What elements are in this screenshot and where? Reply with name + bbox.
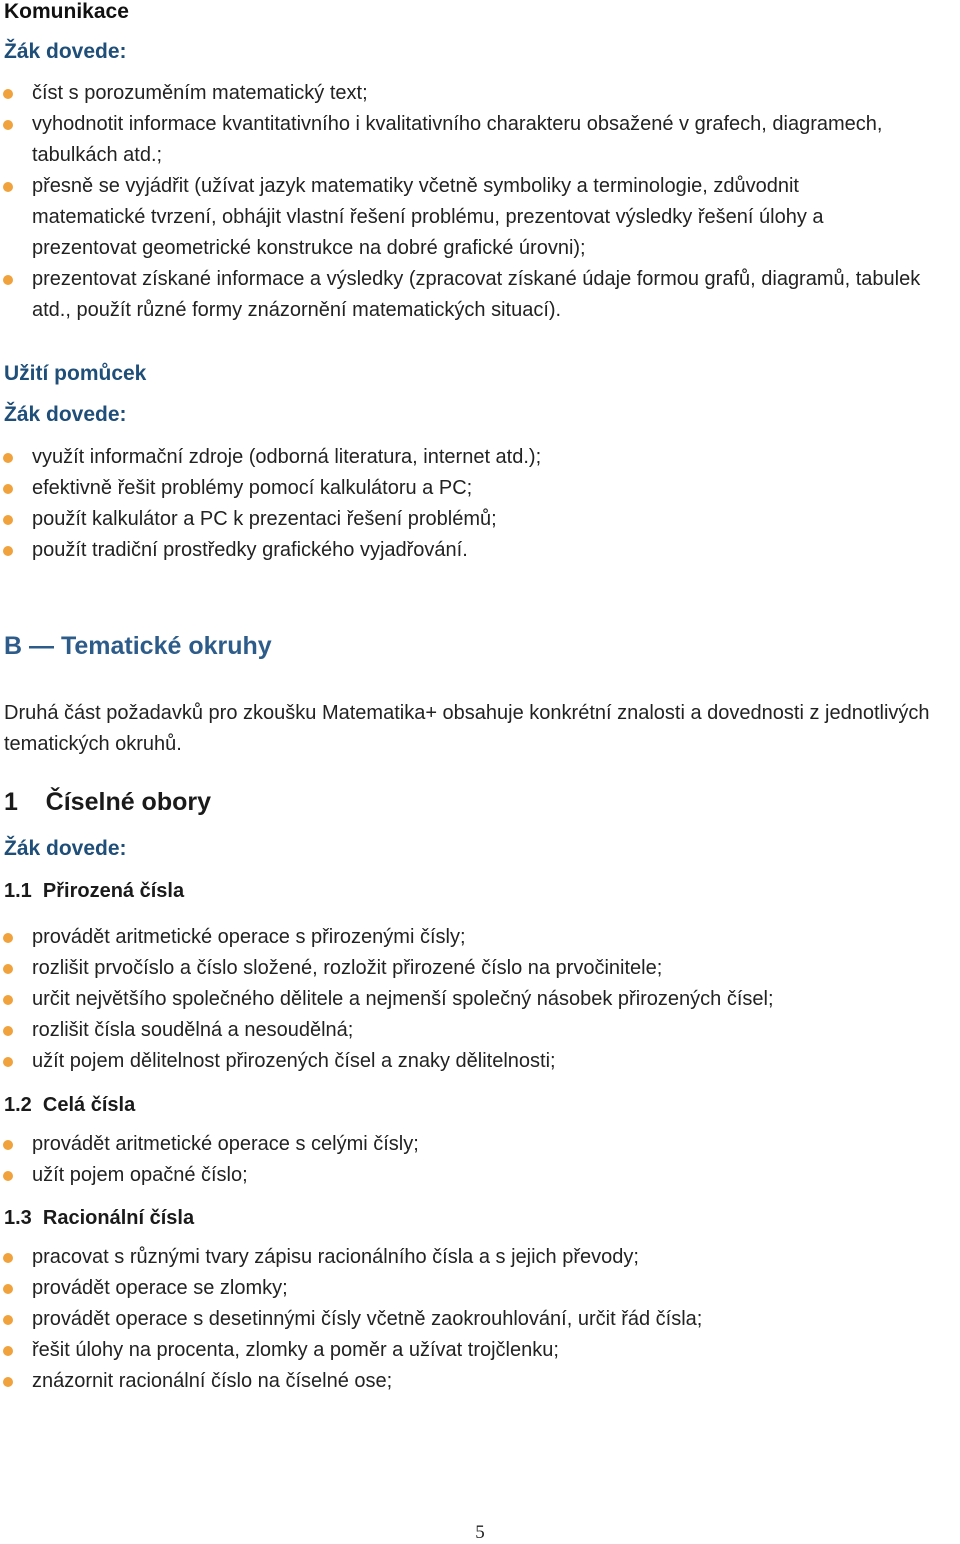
- list-item: rozlišit prvočíslo a číslo složené, rozložit přirozené číslo na prvočinitele;: [0, 953, 960, 984]
- subsection-title-1-3: 1.3 Racionální čísla: [4, 1207, 195, 1229]
- page-number: 5: [475, 1522, 485, 1543]
- bullet-icon: [3, 89, 13, 99]
- list-item: znázornit racionální číslo na číselné ose;: [0, 1366, 960, 1397]
- list-item: efektivně řešit problémy pomocí kalkulátoru a PC;: [0, 473, 960, 504]
- list-item: provádět operace s desetinnými čísly včetně zaokrouhlování, určit řád čísla;: [0, 1304, 960, 1335]
- list-item: provádět operace se zlomky;: [0, 1273, 960, 1304]
- section-subtitle: Žák dovede:: [4, 837, 127, 860]
- list-item: určit největšího společného dělitele a nejmenší společný násobek přirozených čísel;: [0, 984, 960, 1015]
- bullet-icon: [3, 1171, 13, 1181]
- list-item: využít informační zdroje (odborná literatura, internet atd.);: [0, 442, 960, 473]
- list-item: použít tradiční prostředky grafického vyjadřování.: [0, 535, 960, 566]
- subsection-title-1-1: 1.1 Přirozená čísla: [4, 880, 185, 902]
- bullet-icon: [3, 933, 13, 943]
- list-item: použít kalkulátor a PC k prezentaci řešení problémů;: [0, 504, 960, 535]
- bullet-icon: [3, 1346, 13, 1356]
- bullet-icon: [3, 1284, 13, 1294]
- bullet-icon: [3, 1057, 13, 1067]
- intro-paragraph: Druhá část požadavků pro zkoušku Matematika+ obsahuje konkrétní znalosti a dovednosti z jednotlivých tematických okruhů.: [4, 702, 930, 755]
- list-item: užít pojem dělitelnost přirozených čísel a znaky dělitelnosti;: [0, 1046, 960, 1077]
- list-item: provádět aritmetické operace s přirozenými čísly;: [0, 922, 960, 953]
- komunikace-list: [0, 78, 960, 326]
- subsection-title-1-2: 1.2 Celá čísla: [4, 1094, 136, 1116]
- bullet-icon: [3, 120, 13, 130]
- list-item: pracovat s různými tvary zápisu racionálního čísla a s jejich převody;: [0, 1242, 960, 1273]
- list-item: rozlišit čísla soudělná a nesoudělná;: [0, 1015, 960, 1046]
- list-1-2: [0, 1129, 960, 1191]
- section-title-1: 1 Číselné obory: [4, 788, 212, 816]
- bullet-icon: [3, 1377, 13, 1387]
- section-title-b: B — Tematické okruhy: [4, 632, 272, 660]
- bullet-icon: [3, 484, 13, 494]
- bullet-icon: [3, 1140, 13, 1150]
- list-item: vyhodnotit informace kvantitativního i kvalitativního charakteru obsažené v grafech, diagramech, tabulkách atd.;: [0, 109, 912, 171]
- list-item: číst s porozuměním matematický text;: [0, 78, 960, 109]
- list-1-1: [0, 922, 960, 1077]
- list-item: přesně se vyjádřit (užívat jazyk matematiky včetně symboliky a terminologie, zdůvodnit matematické tvrzení, obhájit vlastní řešení problému, prezentovat výsledky řešení úlohy a prezentovat geometrické konstrukce na dobré grafické úrovni);: [0, 171, 912, 264]
- section-subtitle: Žák dovede:: [4, 403, 127, 426]
- bullet-icon: [3, 546, 13, 556]
- bullet-icon: [3, 1253, 13, 1263]
- list-item: řešit úlohy na procenta, zlomky a poměr a užívat trojčlenku;: [0, 1335, 960, 1366]
- bullet-icon: [3, 1026, 13, 1036]
- section-title-komunikace: Komunikace: [4, 0, 129, 23]
- bullet-icon: [3, 275, 13, 285]
- bullet-icon: [3, 453, 13, 463]
- section-title-pomucky: Užití pomůcek: [4, 362, 147, 385]
- pomucky-list: [0, 442, 960, 566]
- bullet-icon: [3, 182, 13, 192]
- list-item: provádět aritmetické operace s celými čísly;: [0, 1129, 960, 1160]
- list-1-3: [0, 1242, 960, 1397]
- list-item: prezentovat získané informace a výsledky (zpracovat získané údaje formou grafů, diagramů, tabulek atd., použít různé formy znázornění matematických situací).: [0, 264, 960, 326]
- section-subtitle: Žák dovede:: [4, 40, 127, 63]
- bullet-icon: [3, 995, 13, 1005]
- bullet-icon: [3, 964, 13, 974]
- bullet-icon: [3, 515, 13, 525]
- bullet-icon: [3, 1315, 13, 1325]
- list-item: užít pojem opačné číslo;: [0, 1160, 960, 1191]
